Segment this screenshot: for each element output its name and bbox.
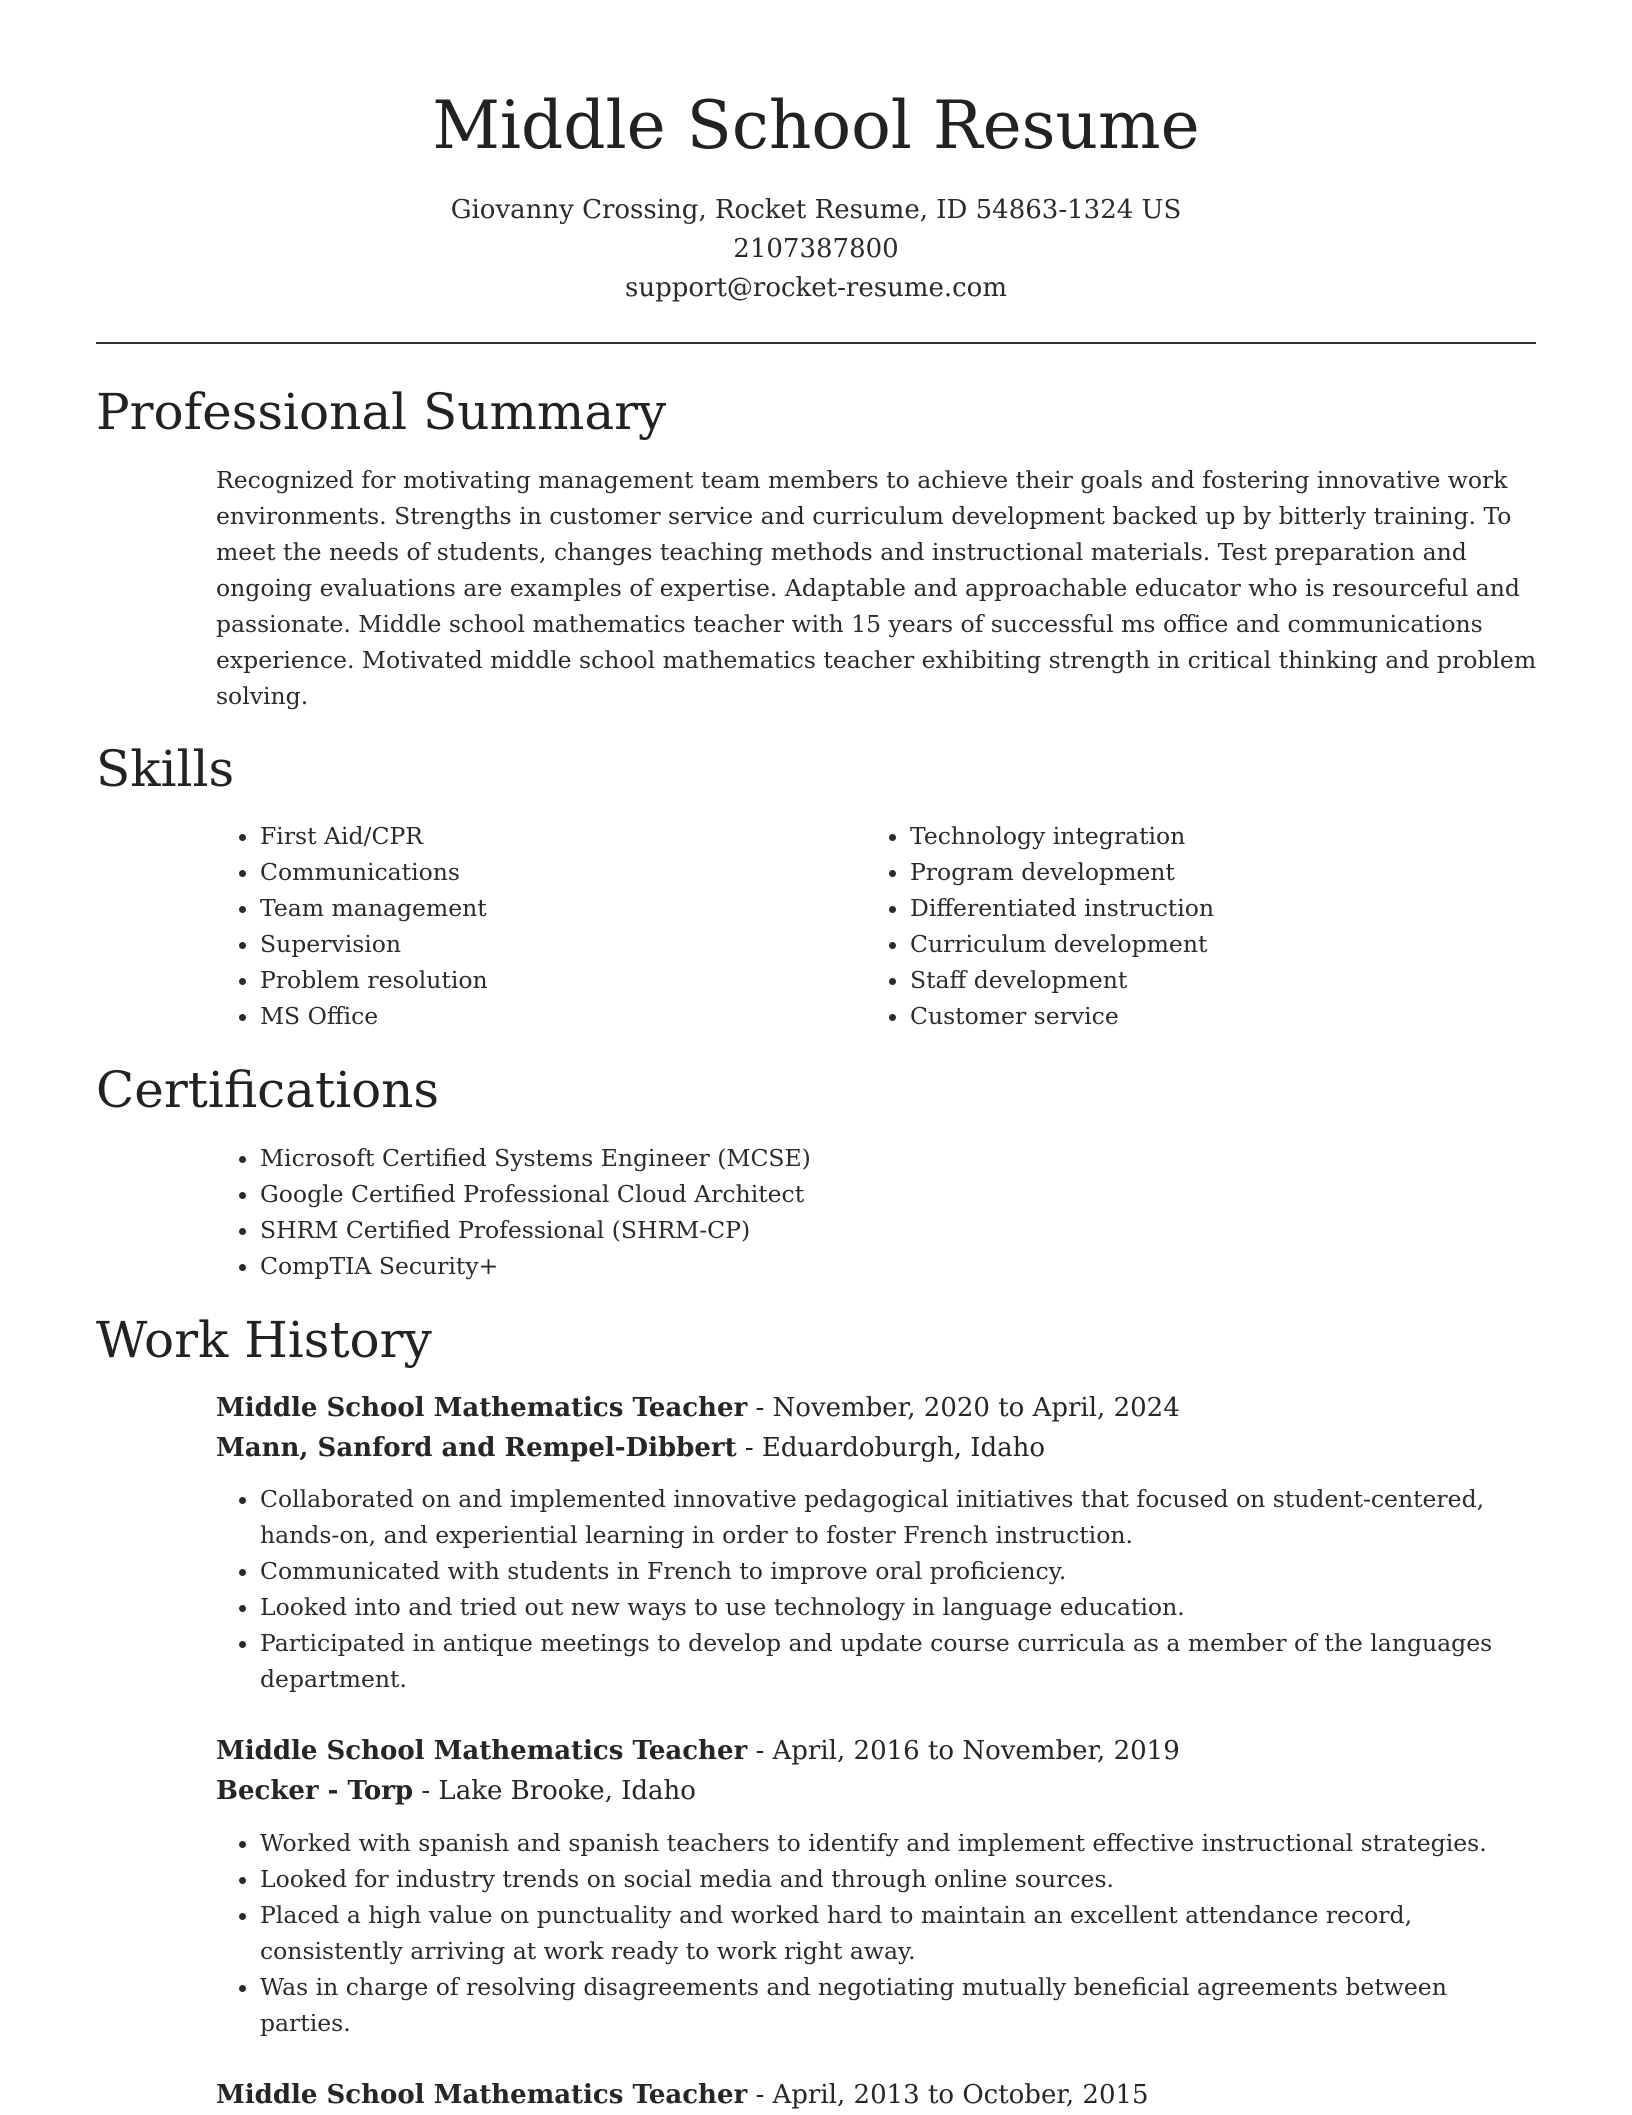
job-separator: - [747,1393,773,1423]
skill-item: • MS Office [260,998,820,1034]
skill-item: • Problem resolution [260,962,820,998]
skills-list-right [866,818,1510,1034]
job-title: Middle School Mathematics Teacher [216,1393,748,1423]
skills-heading: Skills [96,740,235,798]
contact-email: support@rocket-resume.com [624,273,1007,303]
skill-item: • First Aid/CPR [260,818,820,854]
summary-text: Recognized for motivating management team members to achieve their goals and fostering innovative work environments. Strengths in customer service and curriculum development backed up by bitterly training. To meet the needs of students, changes teaching methods and instructional materials. Test preparation and ongoing evaluations are examples of expertise. Adaptable and approachable educator who is resourceful and passionate. Middle school mathematics teacher with 15 years of successful ms office and communications experience. Motivated middle school mathematics teacher exhibiting strength in critical thinking and problem solving. [216,466,1537,710]
job-bullet: • Communicated with students in French to improve oral proficiency. [260,1553,1536,1589]
job-employer-line [216,1428,1045,1468]
job-separator: - [413,1776,439,1806]
contact-address: Giovanny Crossing, Rocket Resume, ID 54863-1324 US [450,195,1182,225]
job-employer: Becker - Torp [216,1776,414,1806]
certifications-list [216,1140,1460,1284]
job-bullets [216,1481,1536,1697]
skill-item: • Program development [910,854,1510,890]
header-divider [96,342,1536,344]
job-employer: Mann, Sanford and Rempel-Dibbert [216,1433,737,1463]
certification-item: • SHRM Certified Professional (SHRM-CP) [260,1212,1460,1248]
certification-item: • CompTIA Security+ [260,1248,1460,1284]
skill-item: • Curriculum development [910,926,1510,962]
job-bullet: • Was in charge of resolving disagreements and negotiating mutually beneficial agreements between parties. [260,1969,1536,2041]
job-location: Lake Brooke, Idaho [438,1776,696,1806]
job-separator: - [736,1433,762,1463]
summary-heading: Professional Summary [96,383,667,441]
certifications-heading: Certifications [96,1061,440,1119]
job-title-line [216,2075,1149,2115]
skill-item: • Technology integration [910,818,1510,854]
resume-title: Middle School Resume [432,87,1200,164]
skill-item: • Communications [260,854,820,890]
certification-item: • Google Certified Professional Cloud Architect [260,1176,1460,1212]
skill-item: • Supervision [260,926,820,962]
skills-list-left [216,818,820,1034]
job-bullet: • Looked for industry trends on social media and through online sources. [260,1861,1536,1897]
skill-item: • Staff development [910,962,1510,998]
certification-item: • Microsoft Certified Systems Engineer (MCSE) [260,1140,1460,1176]
skill-item: • Customer service [910,998,1510,1034]
skill-item: • Team management [260,890,820,926]
work-history-heading: Work History [96,1311,432,1369]
job-dates: April, 2016 to November, 2019 [772,1736,1180,1766]
job-separator: - [747,1736,773,1766]
job-dates: November, 2020 to April, 2024 [772,1393,1180,1423]
job-employer-line [216,1771,696,1811]
job-dates: April, 2013 to October, 2015 [772,2080,1149,2110]
job-title: Middle School Mathematics Teacher [216,2080,748,2110]
job-bullets [216,1825,1536,2041]
contact-block [96,191,1536,308]
job-title: Middle School Mathematics Teacher [216,1736,748,1766]
skill-item: • Differentiated instruction [910,890,1510,926]
job-bullet: • Worked with spanish and spanish teachers to identify and implement effective instructional strategies. [260,1825,1536,1861]
job-separator: - [747,2080,773,2110]
job-title-line [216,1731,1180,1771]
job-bullet: • Looked into and tried out new ways to use technology in language education. [260,1589,1536,1625]
job-bullet: • Placed a high value on punctuality and worked hard to maintain an excellent attendance record, consistently arriving at work ready to work right away. [260,1897,1536,1969]
job-bullet: • Collaborated on and implemented innovative pedagogical initiatives that focused on student-centered, hands-on, and experiential learning in order to foster French instruction. [260,1481,1536,1553]
job-bullet: • Participated in antique meetings to develop and update course curricula as a member of the languages department. [260,1625,1536,1697]
job-title-line [216,1388,1180,1428]
job-location: Eduardoburgh, Idaho [761,1433,1046,1463]
contact-phone: 2107387800 [733,234,899,264]
